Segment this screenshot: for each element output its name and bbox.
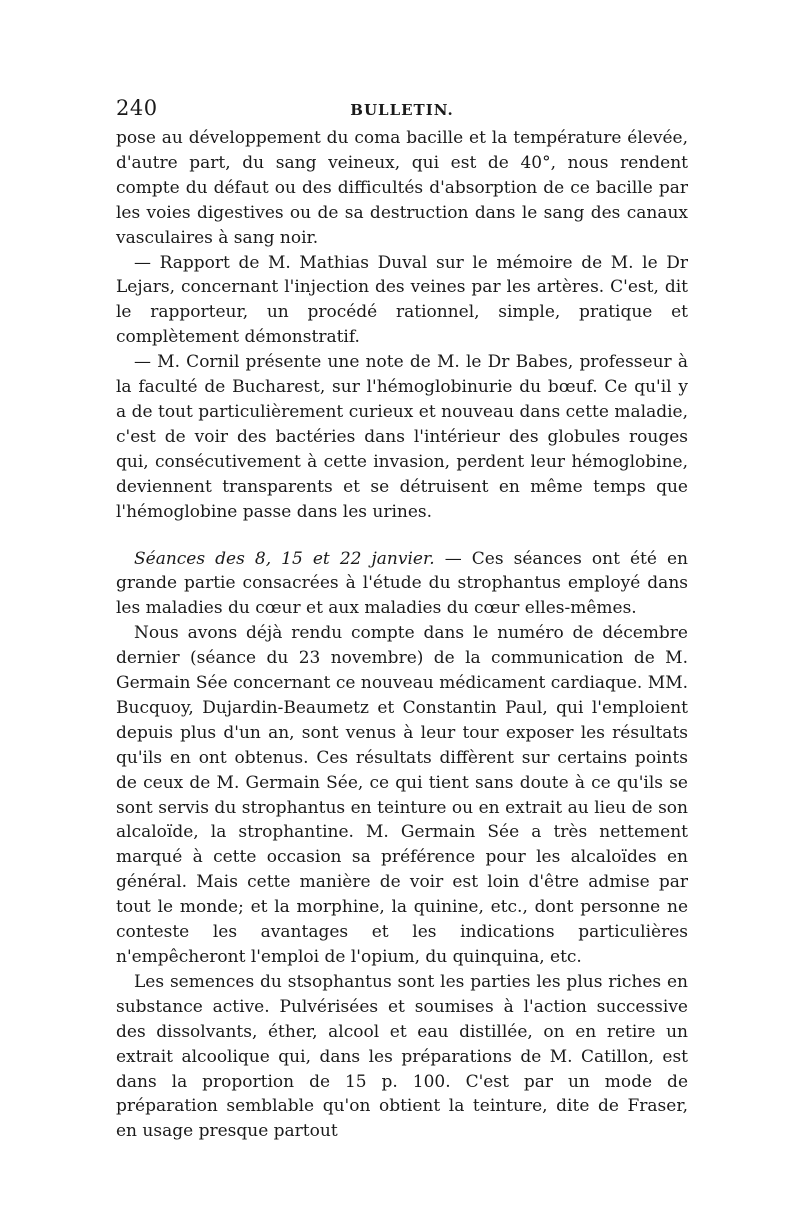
session-summary: — Ces séances ont été en grande partie consacrées à l'étude du strophantus employé dans les maladies du cœur et aux maladies du cœur elles-mêmes. [116,548,688,619]
body-text [116,126,688,1144]
paragraph-continuation: pose au développement du coma bacille et la température élevée, d'autre part, du sang veineux, qui est de 40°, nous rendent compte du défaut ou des difficultés d'absorption de ce bacille par les voies digestives ou de sa destruction dans le sang des canaux vasculaires à sang noir. [116,128,688,248]
paragraph-seances [116,547,688,622]
paragraph-semences: Les semences du stsophantus sont les parties les plus riches en substance active. Pulvérisées et soumises à l'action successive des dissolvants, éther, alcool et eau distillée, on en retire un extrait alcoolique qui, dans les préparations de M. Catillon, est dans la proportion de 15 p. 100. C'est par un mode de préparation semblable qu'on obtient la teinture, dite de Fraser, en usage presque partout [116,971,688,1142]
paragraph-germain-see: Nous avons déjà rendu compte dans le numéro de décembre dernier (séance du 23 novembre) de la communication de M. Germain Sée concernant ce nouveau médicament cardiaque. MM. Bucquoy, Dujardin-Beaumetz et Constantin Paul, qui l'emploient depuis plus d'un an, sont venus à leur tour exposer les résultats qu'ils en ont obtenus. Ces résultats diffèrent sur certains points de ceux de M. Germain Sée, ce qui tient sans doute à ce qu'ils se sont servis du strophantus en teinture ou en extrait au lieu de son alcaloïde, la strophantine. M. Germain Sée a très nettement marqué à cette occasion sa préférence pour les alcaloïdes en général. Mais cette manière de voir est loin d'être admise par tout le monde; et la morphine, la quinine, etc., dont personne ne conteste les avantages et les indications particulières n'empêcheront l'emploi de l'opium, du quinquina, etc. [116,623,688,967]
paragraph-cornil-note: — M. Cornil présente une note de M. le Dr Babes, professeur à la faculté de Bucharest, sur l'hémoglobinurie du bœuf. Ce qu'il y a de tout particulièrement curieux et nouveau dans cette maladie, c'est de voir des bactéries dans l'intérieur des globules rouges qui, consécutivement à cette invasion, perdent leur hémoglobine, deviennent transparents et se détruisent en même temps que l'hémoglobine passe dans les urines. [116,352,688,522]
session-dates-label: Séances des 8, 15 et 22 janvier. [134,548,435,569]
running-title: BULLETIN. [350,101,454,119]
paragraph-duval-report: — Rapport de M. Mathias Duval sur le mémoire de M. le Dr Lejars, concernant l'injection des veines par les artères. C'est, dit le rapporteur, un procédé rationnel, simple, pratique et complètement démonstratif. [116,252,688,348]
page-header [116,96,688,126]
page-number: 240 [116,96,158,120]
